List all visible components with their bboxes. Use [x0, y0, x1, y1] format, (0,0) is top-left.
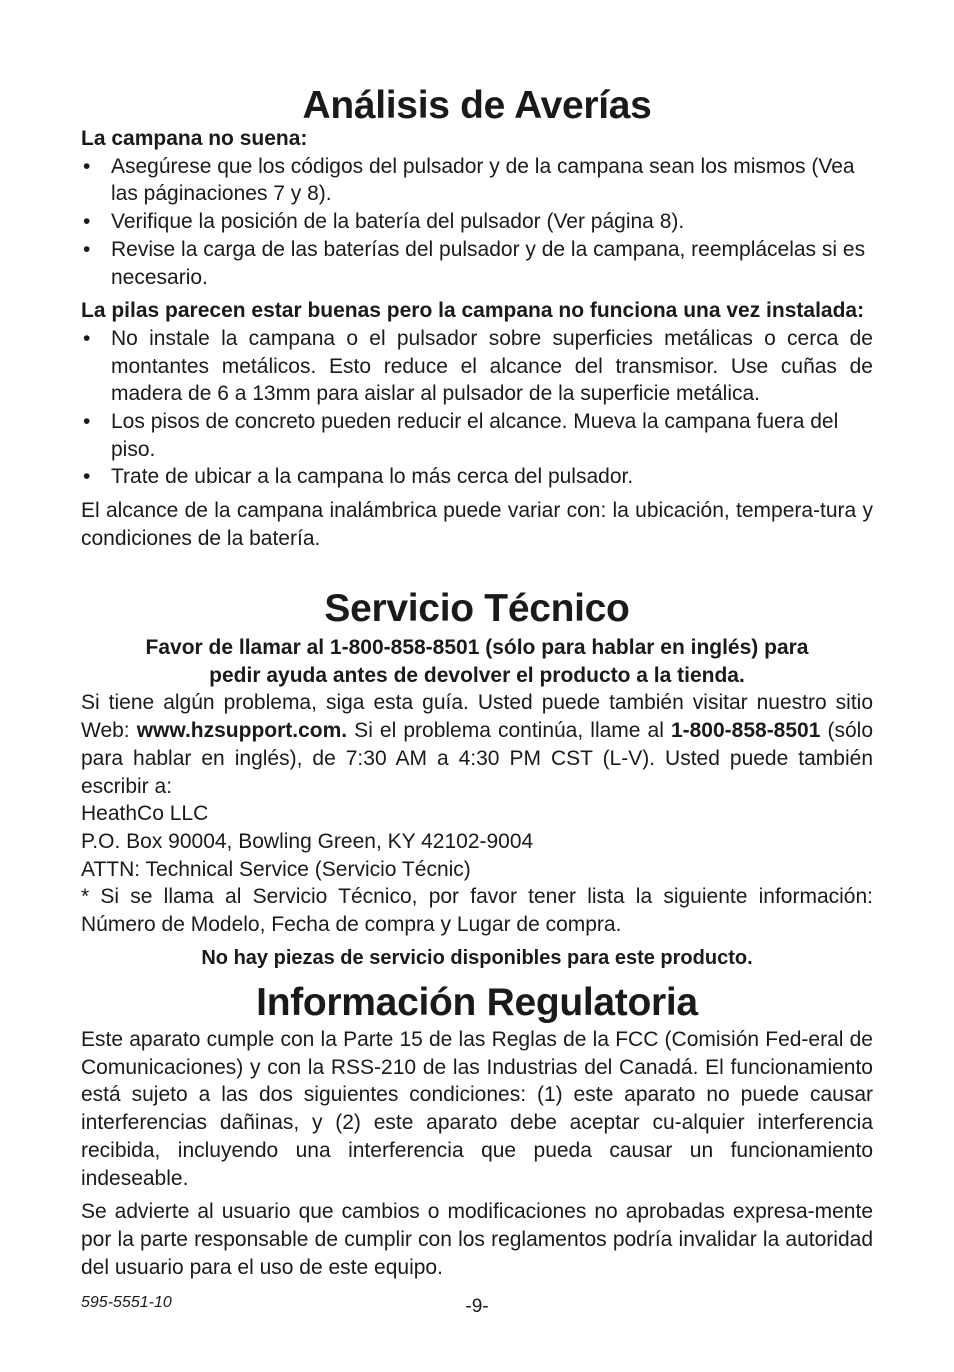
list-item: • Asegúrese que los códigos del pulsador y de la campana sean los mismos (Vea las páginaciones 7 y 8). [83, 154, 855, 206]
heading-troubleshooting: Análisis de Averías [302, 84, 652, 127]
question-installed-not-working: La pilas parecen estar buenas pero la campana no funciona una vez instalada: [81, 299, 865, 323]
list-item: • No instale la campana o el pulsador sobre superficies metálicas o cerca de montantes metálicos. Esto reduce el alcance del transmisor. Use cuñas de madera de 6 a 13mm para aislar al pulsador de la superficie metálica. [83, 326, 873, 406]
list-item: • Trate de ubicar a la campana lo más cerca del pulsador. [81, 463, 873, 491]
list-installed-not-working [81, 325, 873, 491]
address-line-3: ATTN: Technical Service (Servicio Técnic) [81, 857, 471, 881]
phone-number: 1-800-858-8501 [670, 719, 821, 743]
address-line-1: HeathCo LLC [81, 802, 209, 826]
list-item: • Verifique la posición de la batería del pulsador (Ver página 8). [81, 208, 873, 236]
range-note: El alcance de la campana inalámbrica puede variar con: la ubicación, tempera-tura y condiciones de la batería. [81, 499, 873, 550]
call-line-1: Favor de llamar al 1-800-858-8501 (sólo para hablar en inglés) para [145, 636, 809, 659]
regulatory-paragraph-2: Se advierte al usuario que cambios o modificaciones no aprobadas expresa-mente por la parte responsable de cumplir con los reglamentos podría invalidar la autoridad del usuario para el uso de este equipo. [81, 1200, 873, 1279]
address-line-2: P.O. Box 90004, Bowling Green, KY 42102-9004 [81, 829, 534, 853]
heading-regulatory: Información Regulatoria [256, 981, 698, 1024]
question-no-ring: La campana no suena: [81, 127, 308, 150]
page-number: -9- [465, 1296, 489, 1317]
document-code: 595-5551-10 [81, 1294, 172, 1311]
troubleshooting-body [81, 125, 873, 553]
regulatory-body [81, 1026, 873, 1281]
bullet-icon: • [83, 410, 91, 434]
call-line-2: pedir ayuda antes de devolver el producto a la tienda. [209, 663, 745, 687]
bullet-icon: • [83, 326, 91, 350]
bullet-icon: • [83, 237, 91, 261]
bullet-icon: • [83, 210, 91, 234]
heading-service: Servicio Técnico [324, 587, 630, 630]
website-link[interactable]: www.hzsupport.com. [136, 719, 348, 743]
regulatory-paragraph-1: Este aparato cumple con la Parte 15 de las Reglas de la FCC (Comisión Fed-eral de Comunicaciones) y con la RSS-210 de las Industrias del Canadá. El funcionamiento está sujeto a las dos siguientes condiciones: (1) este aparato no puede causar interferencias dañinas, y (2) este aparato debe aceptar cu-alquier interferencia recibida, incluyendo una interferencia que pueda causar un funcionamiento indeseable. [81, 1028, 873, 1190]
service-paragraph: Si tiene algún problema, siga esta guía. Usted puede también visitar nuestro sitio Web: www.hzsupport.com. Si el problema continúa, llame al 1-800-858-8501 (sólo para hablar en inglés), de 7:30 AM a 4:30 PM CST (L-V). Usted puede también escribir a: [81, 691, 873, 798]
list-item: • Revise la carga de las baterías del pulsador y de la campana, reemplácelas si es necesario. [83, 237, 866, 289]
bullet-icon: • [83, 154, 91, 178]
list-item: • Los pisos de concreto pueden reducir el alcance. Mueva la campana fuera del piso. [83, 410, 839, 461]
no-parts-notice: No hay piezas de servicio disponibles para este producto. [201, 947, 753, 969]
service-note: * Si se llama al Servicio Técnico, por favor tener lista la siguiente información: Número de Modelo, Fecha de compra y Lugar de compra. [81, 885, 873, 937]
list-no-ring [81, 153, 873, 292]
bullet-icon: • [83, 465, 91, 489]
service-body [81, 634, 873, 939]
